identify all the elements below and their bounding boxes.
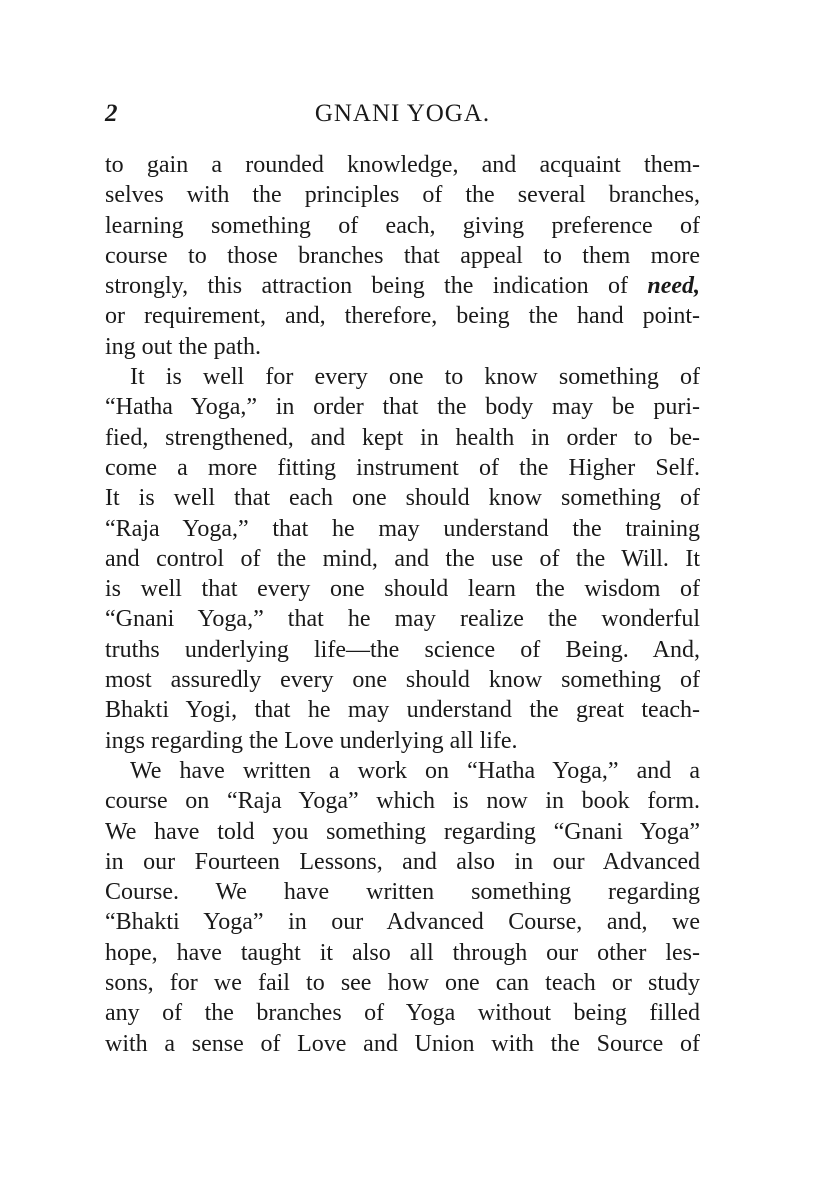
text-line: Bhakti Yogi, that he may understand the great teach- [105,697,700,724]
text-line: “Raja Yoga,” that he may understand the training [105,515,700,542]
text-line: It is well that each one should know something of [105,485,700,512]
emphasized-word: need, [647,273,700,300]
text-line: “Bhakti Yoga” in our Advanced Course, and, we [105,909,700,936]
text-line: with a sense of Love and Union with the Source of [105,1030,700,1057]
text-line: Course. We have written something regarding [105,879,700,906]
text-line: We have written a work on “Hatha Yoga,” and a [130,757,700,784]
text-line: to gain a rounded knowledge, and acquaint them- [105,152,700,178]
text-line: most assuredly every one should know something of [105,667,700,694]
text-line: ing out the path. [105,333,261,360]
text-line [105,271,700,301]
text-line: truths underlying life—the science of Being. And, [105,636,700,663]
text-line: “Hatha Yoga,” in order that the body may be puri- [105,394,700,421]
text-line: in our Fourteen Lessons, and also in our Advanced [105,848,700,875]
page-header [105,100,700,134]
text-line: ings regarding the Love underlying all life. [105,727,518,754]
text-line: It is well for every one to know something of [130,364,700,391]
text-line: We have told you something regarding “Gnani Yoga” [105,818,700,845]
text-line: learning something of each, giving preference of [105,212,700,239]
text-line: and control of the mind, and the use of the Will. It [105,545,700,572]
text-line: “Gnani Yoga,” that he may realize the wonderful [105,606,700,633]
body-text [105,150,700,1059]
text-line-start: strongly, this attraction being the indication of [105,273,648,300]
text-line: sons, for we fail to see how one can teach or study [105,970,700,997]
text-line: course to those branches that appeal to them more [105,242,700,269]
text-line: hope, have taught it also all through our other les- [105,939,700,966]
text-line: any of the branches of Yoga without being filled [105,1000,700,1027]
text-line: fied, strengthened, and kept in health in order to be- [105,424,700,451]
page-number: 2 [105,100,118,127]
text-line: come a more fitting instrument of the Higher Self. [105,454,700,481]
text-line: course on “Raja Yoga” which is now in book form. [105,788,700,815]
text-line: selves with the principles of the several branches, [105,182,700,209]
text-line: or requirement, and, therefore, being the hand point- [105,303,700,330]
text-line: is well that every one should learn the wisdom of [105,576,700,603]
running-title: GNANI YOGA. [314,100,491,127]
